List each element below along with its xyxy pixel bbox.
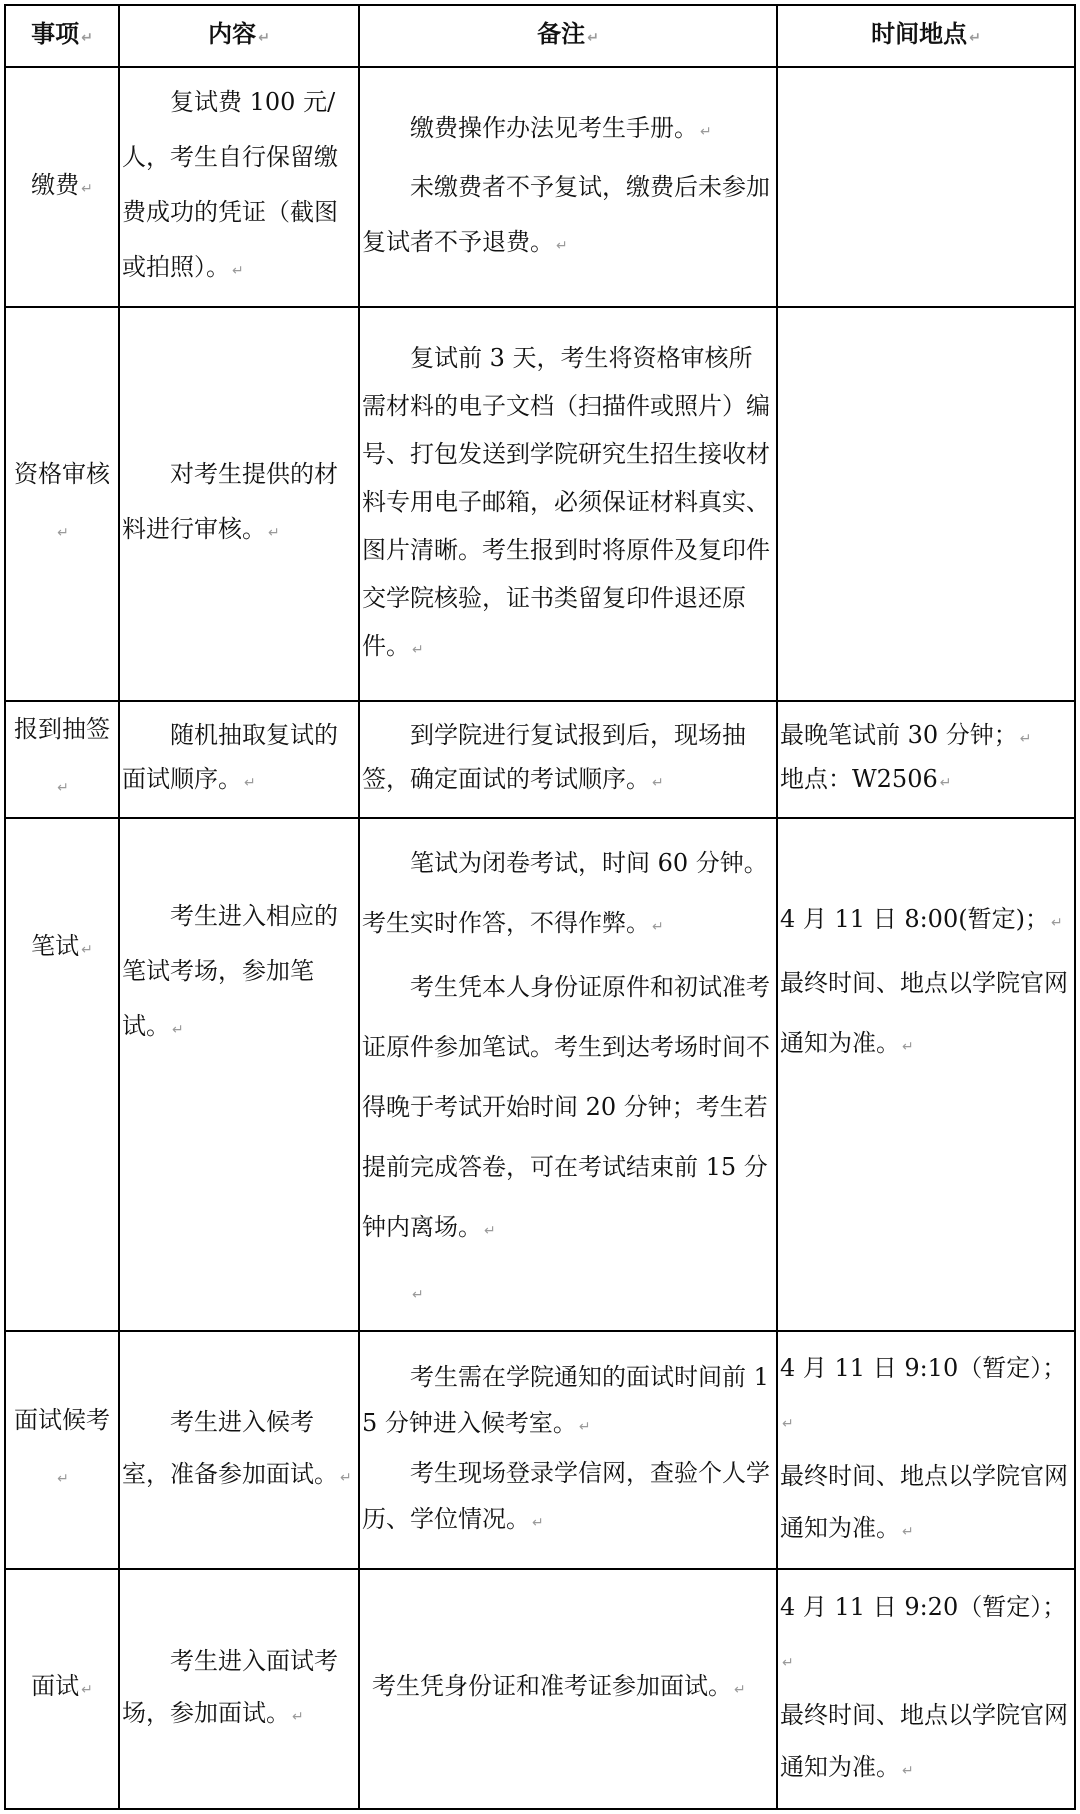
notes-cell	[359, 307, 777, 701]
content-cell	[119, 701, 359, 818]
content-paragraph: 随机抽取复试的面试顺序。 ↵	[122, 721, 338, 794]
header-content: 内容 ↵	[119, 5, 359, 67]
content-cell	[119, 307, 359, 701]
time-paragraph: 4 月 11 日 8:00(暂定)； ↵	[780, 904, 1063, 933]
notes-paragraph: 考生需在学院通知的面试时间前 15 分钟进入候考室。 ↵	[362, 1362, 769, 1437]
notes-cell	[359, 1331, 777, 1569]
time-cell	[777, 307, 1075, 701]
time-paragraph: 4 月 11 日 9:10（暂定）；↵	[780, 1353, 1067, 1432]
table-row	[5, 818, 1075, 1331]
notes-paragraph: 笔试为闭卷考试，时间 60 分钟。考生实时作答，不得作弊。 ↵	[362, 848, 768, 937]
notes-cell	[359, 701, 777, 818]
notes-paragraph: 考生凭本人身份证原件和初试准考证原件参加笔试。考生到达考场时间不得晚于考试开始时间 20 分钟；考生若提前完成答卷，可在考试结束前 15 分钟内离场。 ↵	[362, 972, 770, 1241]
item-cell: 报到抽签↵	[5, 701, 119, 818]
table-row	[5, 701, 1075, 818]
time-cell	[777, 1331, 1075, 1569]
time-paragraph: 最终时间、地点以学院官网通知为准。 ↵	[780, 968, 1068, 1057]
content-paragraph: 对考生提供的材料进行审核。 ↵	[122, 460, 338, 543]
time-paragraph: 最终时间、地点以学院官网通知为准。 ↵	[780, 1700, 1068, 1781]
content-paragraph: 考生进入相应的笔试考场，参加笔试。 ↵	[122, 901, 338, 1040]
content-paragraph: 考生进入面试考场，参加面试。 ↵	[122, 1646, 338, 1727]
notes-paragraph: 未缴费者不予复试，缴费后未参加复试者不予退费。 ↵	[362, 172, 770, 256]
time-cell	[777, 818, 1075, 1331]
content-cell	[119, 818, 359, 1331]
time-paragraph: 4 月 11 日 9:20（暂定）；↵	[780, 1592, 1067, 1671]
empty-paragraph: ↵	[412, 1286, 424, 1303]
content-cell	[119, 1569, 359, 1809]
notes-cell	[359, 67, 777, 307]
item-cell: 缴费 ↵	[5, 67, 119, 307]
time-paragraph: 地点：W2506 ↵	[780, 765, 952, 794]
schedule-table	[4, 4, 1076, 1810]
header-notes: 备注 ↵	[359, 5, 777, 67]
notes-paragraph: 复试前 3 天，考生将资格审核所需材料的电子文档（扫描件或照片）编号、打包发送到学院研究生招生接收材料专用电子邮箱，必须保证材料真实、图片清晰。考生报到时将原件及复印件交学院核验，证书类留复印件退还原件。 ↵	[362, 344, 770, 660]
content-cell	[119, 1331, 359, 1569]
time-cell	[777, 67, 1075, 307]
notes-paragraph: 考生凭身份证和准考证参加面试。 ↵	[372, 1672, 746, 1701]
table-row	[5, 1569, 1075, 1809]
item-cell: 资格审核↵	[5, 307, 119, 701]
header-row	[5, 5, 1075, 67]
table-row	[5, 1331, 1075, 1569]
header-item: 事项 ↵	[5, 5, 119, 67]
table-row	[5, 307, 1075, 701]
notes-paragraph: 考生现场登录学信网，查验个人学历、学位情况。 ↵	[362, 1458, 770, 1533]
item-cell: 面试候考↵	[5, 1331, 119, 1569]
content-cell	[119, 67, 359, 307]
time-paragraph: 最终时间、地点以学院官网通知为准。 ↵	[780, 1461, 1068, 1542]
time-cell	[777, 701, 1075, 818]
content-paragraph: 复试费 100 元/人，考生自行保留缴费成功的凭证（截图或拍照）。 ↵	[122, 88, 338, 282]
content-paragraph: 考生进入候考室，准备参加面试。 ↵	[122, 1407, 352, 1488]
notes-paragraph: 到学院进行复试报到后，现场抽签，确定面试的考试顺序。 ↵	[362, 721, 746, 794]
item-cell: 笔试 ↵	[5, 818, 119, 1331]
notes-cell	[359, 818, 777, 1331]
notes-cell	[359, 1569, 777, 1809]
time-cell	[777, 1569, 1075, 1809]
notes-paragraph: 缴费操作办法见考生手册。 ↵	[410, 113, 712, 142]
header-time-location: 时间地点 ↵	[777, 5, 1075, 67]
table-row	[5, 67, 1075, 307]
item-cell: 面试 ↵	[5, 1569, 119, 1809]
time-paragraph: 最晚笔试前 30 分钟； ↵	[780, 721, 1032, 750]
